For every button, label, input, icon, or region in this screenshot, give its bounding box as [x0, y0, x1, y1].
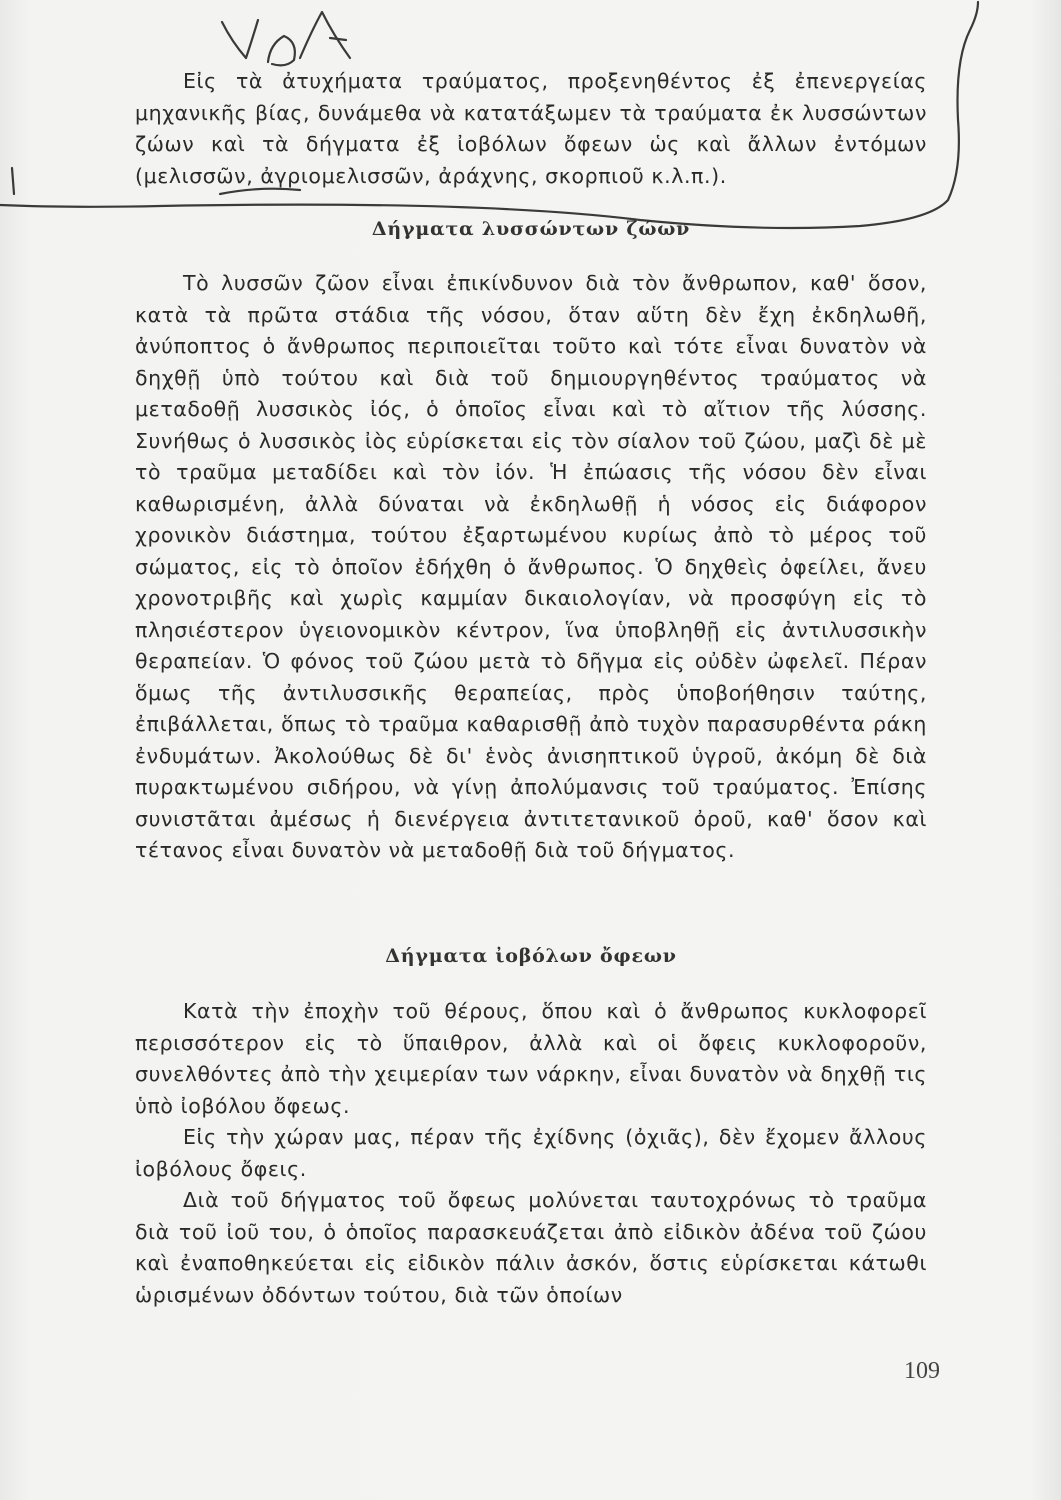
handwritten-mark: [268, 36, 295, 65]
section-rabid-animals-body: [135, 268, 927, 867]
handwritten-mark: [222, 20, 258, 58]
rabid-animals-paragraph: Τὸ λυσσῶν ζῶον εἶναι ἐπικίνδυνον διὰ τὸν ἄνθρωπον, καθ' ὅσον, κατὰ τὰ πρῶτα στάδια τῆς νόσου, ὅταν αὕτη δὲν ἔχη ἐκδηλωθῆ, ἀνύποπτος ὁ ἄνθρωπος περιποιεῖται τοῦτο καὶ τότε εἶναι δυνατὸν νὰ δηχθῇ ὑπὸ τούτου καὶ διὰ τοῦ δημιουργηθέντος τραύματος νὰ μεταδοθῇ λυσσικὸς ἰός, ὁ ὁποῖος εἶναι καὶ τὸ αἴτιον τῆς λύσσης. Συνήθως ὁ λυσσικὸς ἰὸς εὑρίσκεται εἰς τὸν σίαλον τοῦ ζώου, μαζὶ δὲ μὲ τὸ τραῦμα μεταδίδει καὶ τὸν ἰόν. Ἡ ἐπώασις τῆς νόσου δὲν εἶναι καθωρισμένη, ἀλλὰ δύναται νὰ ἐκδηλωθῇ ἡ νόσος εἰς διάφορον χρονικὸν διάστημα, τούτου ἐξαρτωμένου κυρίως ἀπὸ τὸ μέρος τοῦ σώματος, εἰς τὸ ὁποῖον ἐδήχθη ὁ ἄνθρωπος. Ὁ δηχθεὶς ὀφείλει, ἄνευ χρονοτριβῆς καὶ χωρὶς καμμίαν δικαιολογίαν, νὰ προσφύγη εἰς τὸ πλησιέστερον ὑγειονομικὸν κέντρον, ἵνα ὑποβληθῇ εἰς ἀντιλυσσικὴν θεραπείαν. Ὁ φόνος τοῦ ζώου μετὰ τὸ δῆγμα εἰς οὐδὲν ὠφελεῖ. Πέραν ὅμως τῆς ἀντιλυσσικῆς θεραπείας, πρὸς ὑποβοήθησιν ταύτης, ἐπιβάλλεται, ὅπως τὸ τραῦμα καθαρισθῇ ἀπὸ τυχὸν παρασυρθέντα ράκη ἐνδυμάτων. Ἀκολούθως δὲ δι' ἑνὸς ἀνισηπτικοῦ ὑγροῦ, ἀκόμη δὲ διὰ πυρακτωμένου σιδήρου, νὰ γίνῃ ἀπολύμανσις τοῦ τραύματος. Ἐπίσης συνιστᾶται ἀμέσως ἡ διενέργεια ἀντιτετανικοῦ ὀροῦ, καθ' ὅσον καὶ τέτανος εἶναι δυνατὸν νὰ μεταδοθῇ διὰ τοῦ δήγματος.: [135, 271, 927, 862]
snakes-paragraph-2: Εἰς τὴν χώραν μας, πέραν τῆς ἐχίδνης (ὀχιᾶς), δὲν ἔχομεν ἄλλους ἰοβόλους ὄφεις.: [135, 1125, 927, 1181]
section-heading-venomous-snakes: Δήγματα ἰοβόλων ὄφεων: [385, 945, 677, 967]
handwritten-mark: [330, 38, 346, 40]
page-number: 109: [904, 1358, 940, 1384]
snakes-paragraph-1: Κατὰ τὴν ἐποχὴν τοῦ θέρους, ὅπου καὶ ὁ ἄνθρωπος κυκλοφορεῖ περισσότερον εἰς τὸ ὕπαιθρον, ἀλλὰ καὶ οἱ ὄφεις κυκλοφοροῦν, συνελθόντες ἀπὸ τὴν χειμερίαν των νάρκην, εἶναι δυνατὸν νὰ δηχθῇ τις ὑπὸ ἰοβόλου ὄφεως.: [135, 999, 927, 1118]
intro-text: Εἰς τὰ ἀτυχήματα τραύματος, προξενηθέντος ἐξ ἐπενεργείας μηχανικῆς βίας, δυνάμεθα νὰ κατατάξωμεν τὰ τραύματα ἐκ λυσσώντων ζώων καὶ τὰ δήγματα ἐξ ἰοβόλων ὄφεων ὡς καὶ ἄλλων ἐντόμων (μελισσῶν, ἀγριομελισσῶν, ἀράχνης, σκορπιοῦ κ.λ.π.).: [135, 69, 927, 188]
left-bracket-mark: [12, 168, 14, 194]
section-heading-rabid-animals: Δήγματα λυσσώντων ζώων: [371, 218, 691, 240]
snakes-paragraph-3: Διὰ τοῦ δήγματος τοῦ ὄφεως μολύνεται ταυτοχρόνως τὸ τραῦμα διὰ τοῦ ἰοῦ του, ὁ ὁποῖος παρασκευάζεται ἀπὸ εἰδικὸν ἀδένα τοῦ ζώου καὶ ἐναποθηκεύεται εἰς εἰδικὸν πάλιν ἀσκόν, ὅστις εὑρίσκεται κάτωθι ὡρισμένων ὀδόντων τούτου, διὰ τῶν ὁποίων: [135, 1188, 927, 1307]
handwritten-mark: [300, 12, 350, 58]
section-venomous-snakes-body: [135, 996, 927, 1311]
intro-paragraph: [135, 66, 927, 192]
